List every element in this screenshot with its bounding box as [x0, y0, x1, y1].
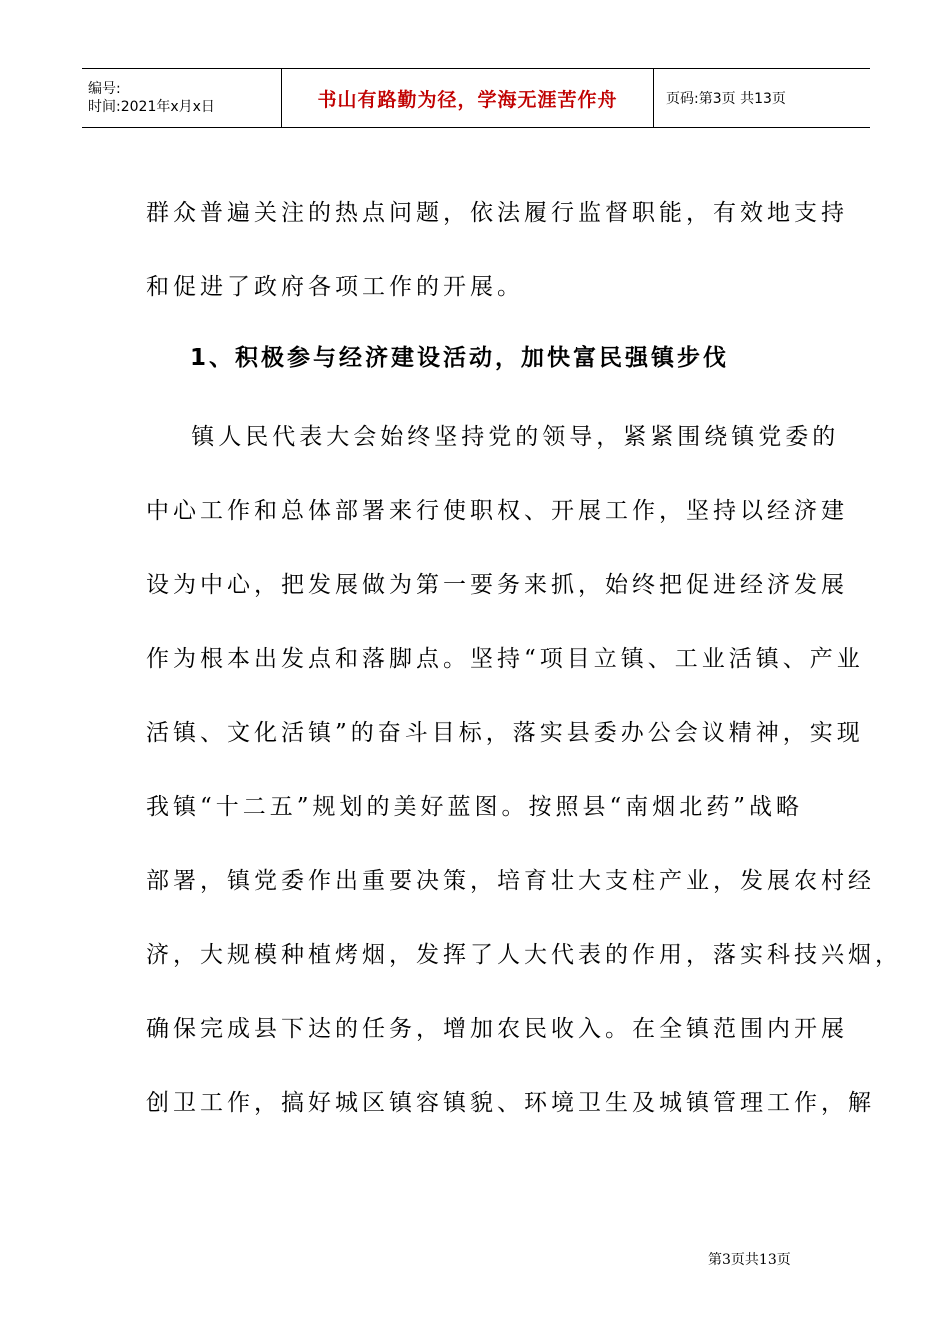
body-line: 群众普遍关注的热点问题，依法履行监督职能，有效地支持 [146, 200, 848, 226]
body-line: 作为根本出发点和落脚点。坚持“项目立镇、工业活镇、产业 [146, 646, 864, 672]
document-header [82, 68, 870, 128]
header-page-number: 页码:第3页 共13页 [666, 91, 786, 107]
body-line: 镇人民代表大会始终坚持党的领导，紧紧围绕镇党委的 [146, 424, 840, 450]
body-line: 创卫工作，搞好城区镇容镇貌、环境卫生及城镇管理工作，解 [146, 1090, 875, 1116]
body-line: 活镇、文化活镇”的奋斗目标，落实县委办公会议精神，实现 [146, 720, 864, 746]
header-page-cell [654, 69, 870, 127]
body-line: 中心工作和总体部署来行使职权、开展工作，坚持以经济建 [146, 498, 848, 524]
header-motto: 书山有路勤为径，学海无涯苦作舟 [317, 88, 618, 111]
document-date-label: 时间:2021年x月x日 [88, 99, 215, 115]
document-number-label: 编号: [88, 81, 121, 97]
body-line: 和促进了政府各项工作的开展。 [146, 274, 524, 300]
body-line: 设为中心，把发展做为第一要务来抓，始终把促进经济发展 [146, 572, 848, 598]
body-line: 确保完成县下达的任务，增加农民收入。在全镇范围内开展 [146, 1016, 848, 1042]
body-line: 部署，镇党委作出重要决策，培育壮大支柱产业，发展农村经 [146, 868, 875, 894]
body-line: 济，大规模种植烤烟，发挥了人大代表的作用，落实科技兴烟， [146, 942, 902, 968]
header-meta-cell [82, 69, 282, 127]
section-heading: 1、积极参与经济建设活动，加快富民强镇步伐 [190, 345, 730, 371]
header-motto-cell [282, 69, 654, 127]
footer-page-number: 第3页共13页 [708, 1252, 791, 1268]
body-line: 我镇“十二五”规划的美好蓝图。按照县“南烟北药”战略 [146, 794, 804, 820]
